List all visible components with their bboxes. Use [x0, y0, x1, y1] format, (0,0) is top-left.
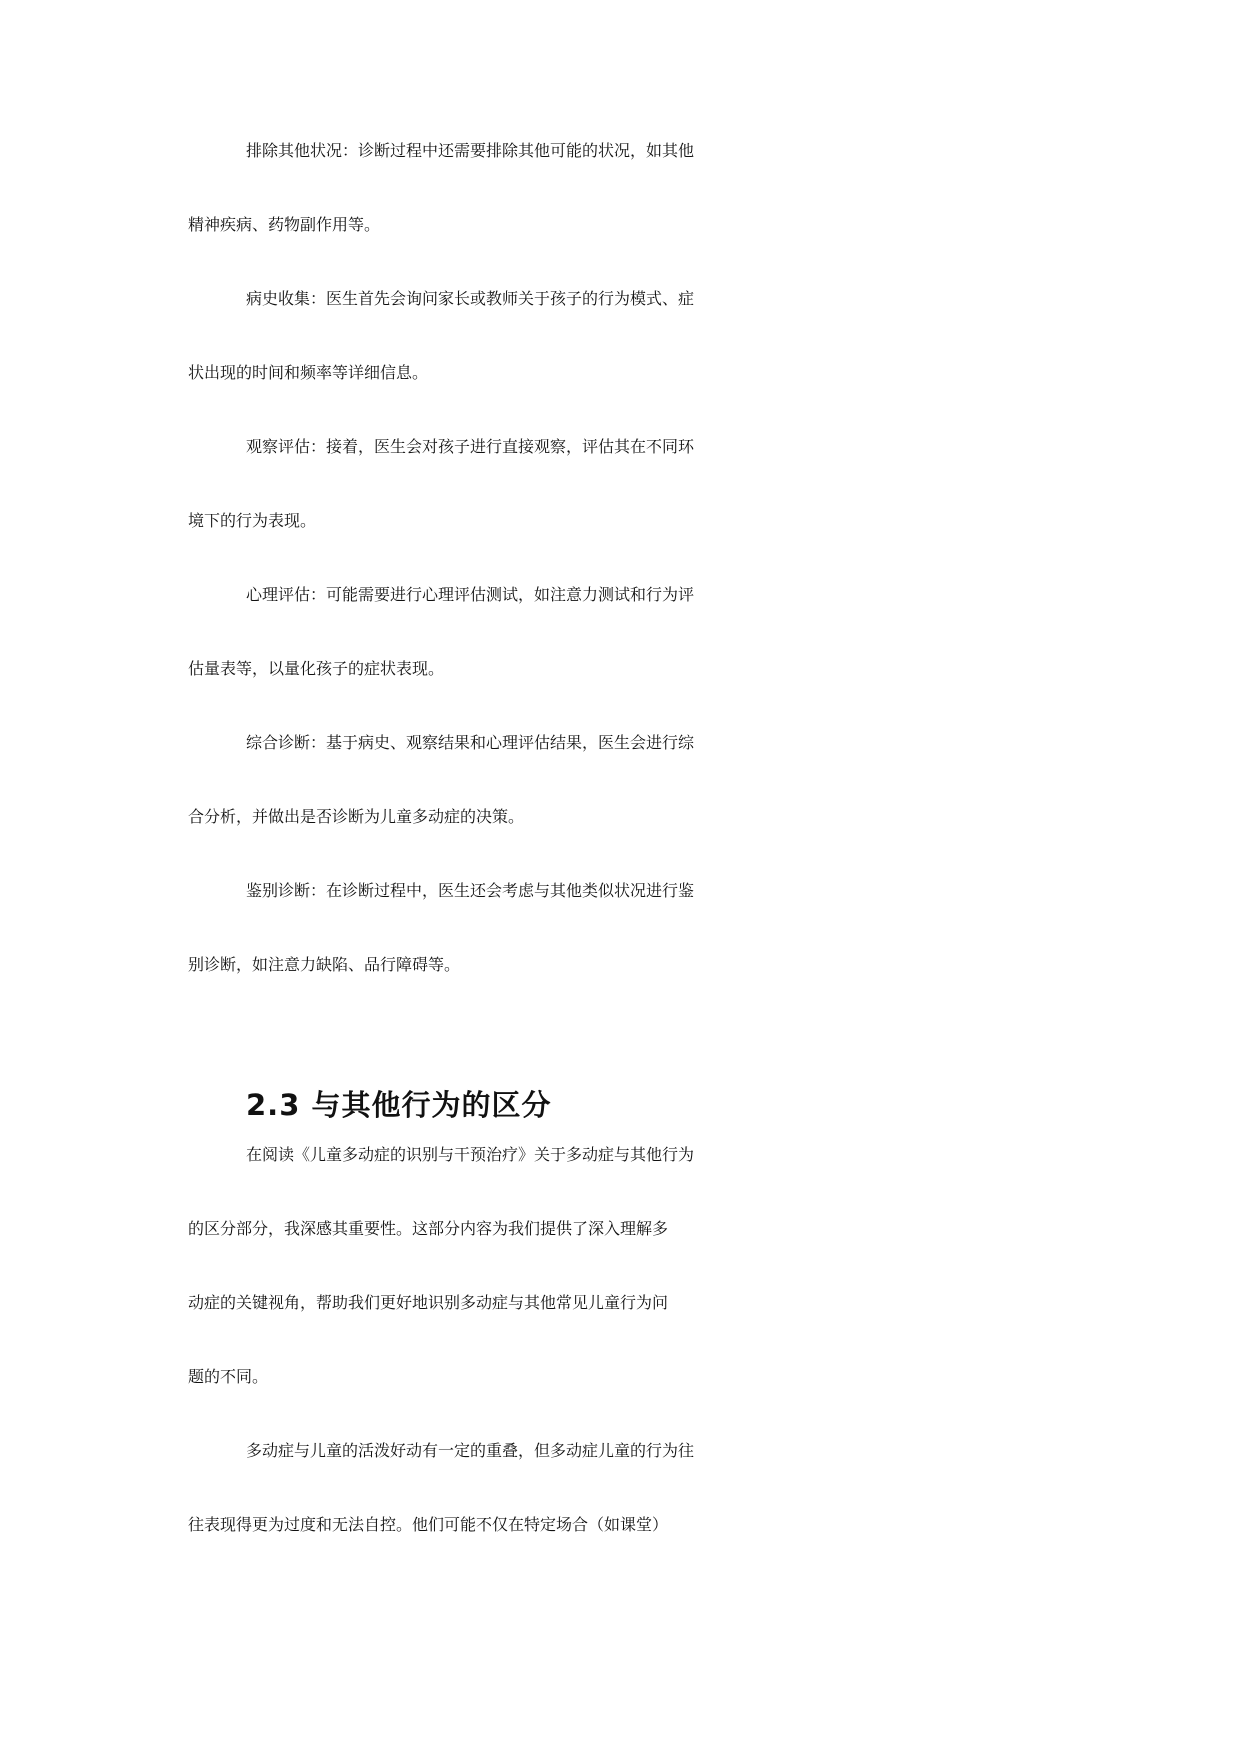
paragraph-line: 排除其他状况：诊断过程中还需要排除其他可能的状况，如其他	[246, 141, 695, 160]
paragraph-line: 题的不同。	[188, 1367, 269, 1386]
paragraph-line: 综合诊断：基于病史、观察结果和心理评估结果，医生会进行综	[246, 733, 695, 752]
paragraph-line: 鉴别诊断：在诊断过程中，医生还会考虑与其他类似状况进行鉴	[246, 881, 695, 900]
paragraph-line: 的区分部分，我深感其重要性。这部分内容为我们提供了深入理解多	[188, 1219, 669, 1238]
paragraph-line: 境下的行为表现。	[188, 511, 317, 530]
paragraph-line: 观察评估：接着，医生会对孩子进行直接观察，评估其在不同环	[246, 437, 695, 456]
paragraph-line: 多动症与儿童的活泼好动有一定的重叠，但多动症儿童的行为往	[246, 1441, 695, 1460]
paragraph-line: 心理评估：可能需要进行心理评估测试，如注意力测试和行为评	[246, 585, 695, 604]
paragraph-line: 状出现的时间和频率等详细信息。	[188, 363, 429, 382]
paragraph-line: 估量表等，以量化孩子的症状表现。	[188, 659, 445, 678]
paragraph-differential-diagnosis	[188, 878, 1054, 1026]
paragraph-comprehensive-diagnosis	[188, 730, 1054, 878]
section-heading: 2.3 与其他行为的区分	[246, 1088, 552, 1122]
paragraph-line: 动症的关键视角，帮助我们更好地识别多动症与其他常见儿童行为问	[188, 1293, 669, 1312]
paragraph-hyperactivity-vs-lively	[188, 1438, 1054, 1586]
paragraph-exclude-other-conditions	[188, 138, 1054, 286]
paragraph-line: 合分析，并做出是否诊断为儿童多动症的决策。	[188, 807, 525, 826]
paragraph-line: 病史收集：医生首先会询问家长或教师关于孩子的行为模式、症	[246, 289, 695, 308]
paragraph-observation-assessment	[188, 434, 1054, 582]
paragraph-history-collection	[188, 286, 1054, 434]
paragraph-line: 别诊断，如注意力缺陷、品行障碍等。	[188, 955, 461, 974]
paragraph-line: 往表现得更为过度和无法自控。他们可能不仅在特定场合（如课堂）	[188, 1515, 669, 1534]
paragraph-line: 在阅读《儿童多动症的识别与干预治疗》关于多动症与其他行为	[246, 1145, 695, 1164]
document-body	[188, 138, 1054, 1586]
paragraph-line: 精神疾病、药物副作用等。	[188, 215, 381, 234]
paragraph-reading-reflection	[188, 1142, 1054, 1438]
paragraph-psychological-assessment	[188, 582, 1054, 730]
